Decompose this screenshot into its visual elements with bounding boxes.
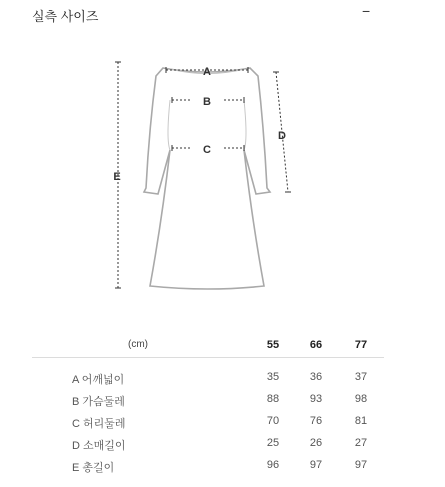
row-label: A 어깨넓이 <box>72 374 125 386</box>
label-c: C <box>203 144 211 156</box>
size-table <box>32 335 384 477</box>
right-sleeve-seam <box>244 100 246 150</box>
unit-label: (cm) <box>128 339 148 350</box>
label-e: E <box>113 171 121 183</box>
cell-value: 97 <box>309 459 323 471</box>
table-row <box>32 455 384 477</box>
table-header-row <box>32 335 384 358</box>
row-label: E 총길이 <box>72 462 115 474</box>
cell-value: 88 <box>266 393 280 405</box>
table-row <box>32 411 384 433</box>
cell-value: 81 <box>354 415 368 427</box>
column-header-55: 55 <box>266 339 280 351</box>
cell-value: 27 <box>354 437 368 449</box>
left-sleeve-seam <box>168 100 170 150</box>
table-row <box>32 433 384 455</box>
size-section-header[interactable] <box>0 0 445 28</box>
cell-value: 98 <box>354 393 368 405</box>
cell-value: 70 <box>266 415 280 427</box>
column-header-77: 77 <box>354 339 368 351</box>
collapse-icon[interactable]: − <box>362 3 371 19</box>
row-label: B 가슴둘레 <box>72 396 125 408</box>
label-b: B <box>203 96 211 108</box>
cell-value: 25 <box>266 437 280 449</box>
table-row <box>32 389 384 411</box>
row-label: C 허리둘레 <box>72 418 126 430</box>
cell-value: 93 <box>309 393 323 405</box>
cell-value: 36 <box>309 371 323 383</box>
table-row <box>32 367 384 389</box>
cell-value: 35 <box>266 371 280 383</box>
garment-measurement-diagram <box>0 40 445 310</box>
row-label: D 소매길이 <box>72 440 126 452</box>
cell-value: 97 <box>354 459 368 471</box>
column-header-66: 66 <box>309 339 323 351</box>
label-a: A <box>203 66 211 78</box>
section-title: 실측 사이즈 <box>32 9 99 24</box>
cell-value: 37 <box>354 371 368 383</box>
cell-value: 76 <box>309 415 323 427</box>
label-d: D <box>278 130 286 142</box>
cell-value: 26 <box>309 437 323 449</box>
cell-value: 96 <box>266 459 280 471</box>
